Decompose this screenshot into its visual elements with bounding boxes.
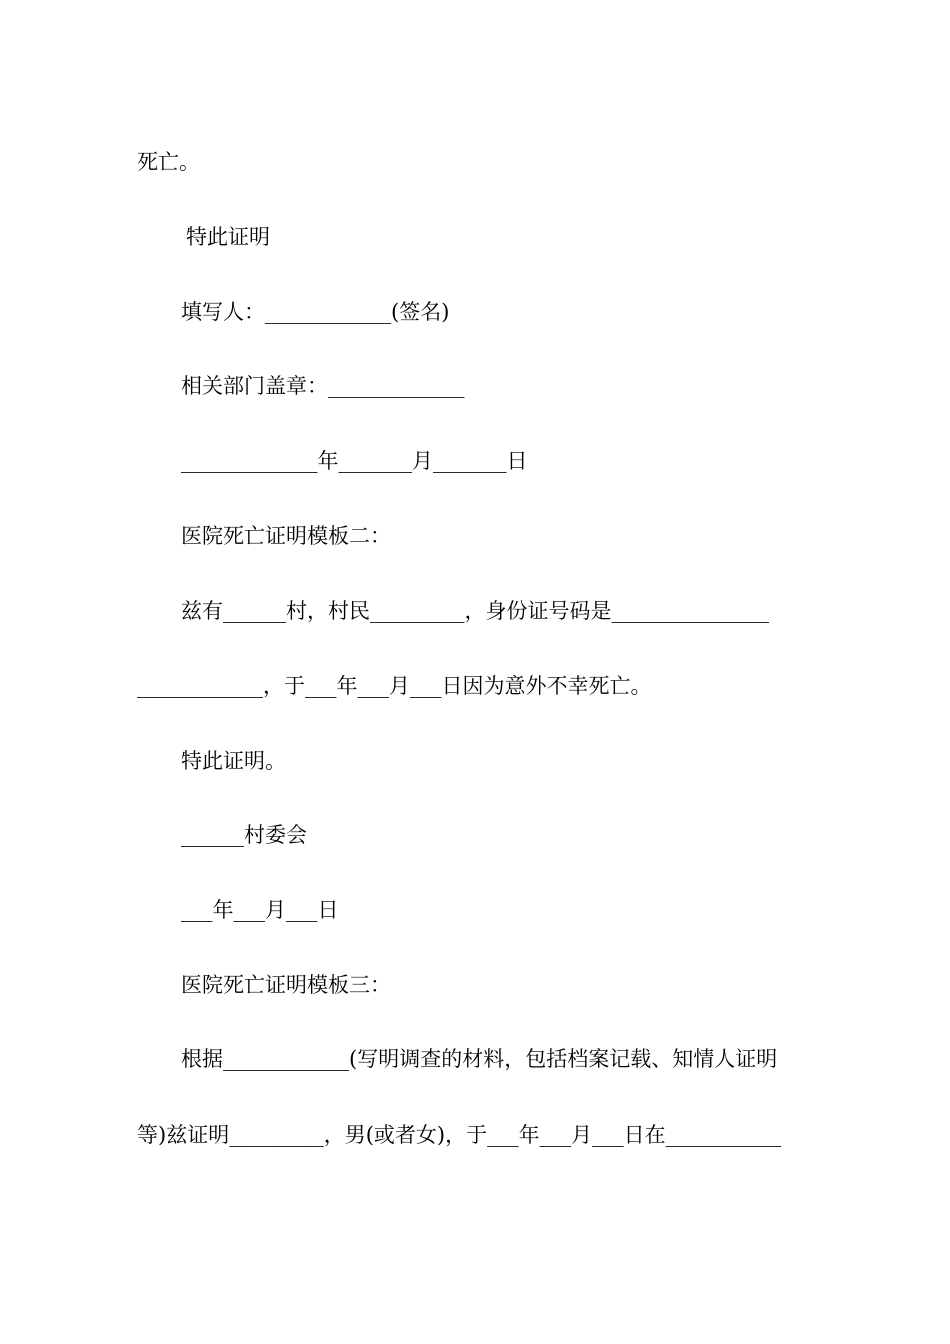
text-line: _____________年_______月_______日 — [181, 449, 528, 473]
text-line: 根据____________(写明调查的材料，包括档案记载、知情人证明 — [181, 1047, 778, 1071]
text-line: ______村委会 — [181, 823, 307, 847]
section-heading: 医院死亡证明模板二： — [181, 524, 391, 548]
text-line: 特此证明。 — [181, 749, 286, 773]
text-line: 特此证明 — [186, 225, 270, 249]
text-line: 等)兹证明_________，男(或者女)，于___年___月___日在___________ — [137, 1123, 782, 1147]
text-line: 相关部门盖章：_____________ — [181, 374, 465, 398]
text-line: ____________，于___年___月___日因为意外不幸死亡。 — [137, 674, 652, 698]
text-line: 填写人：____________(签名) — [181, 300, 450, 324]
section-heading: 医院死亡证明模板三： — [181, 973, 391, 997]
text-line: 兹有______村，村民_________，身份证号码是_______________ — [181, 599, 769, 623]
text-line: ___年___月___日 — [181, 898, 339, 922]
text-line: 死亡。 — [137, 150, 200, 174]
